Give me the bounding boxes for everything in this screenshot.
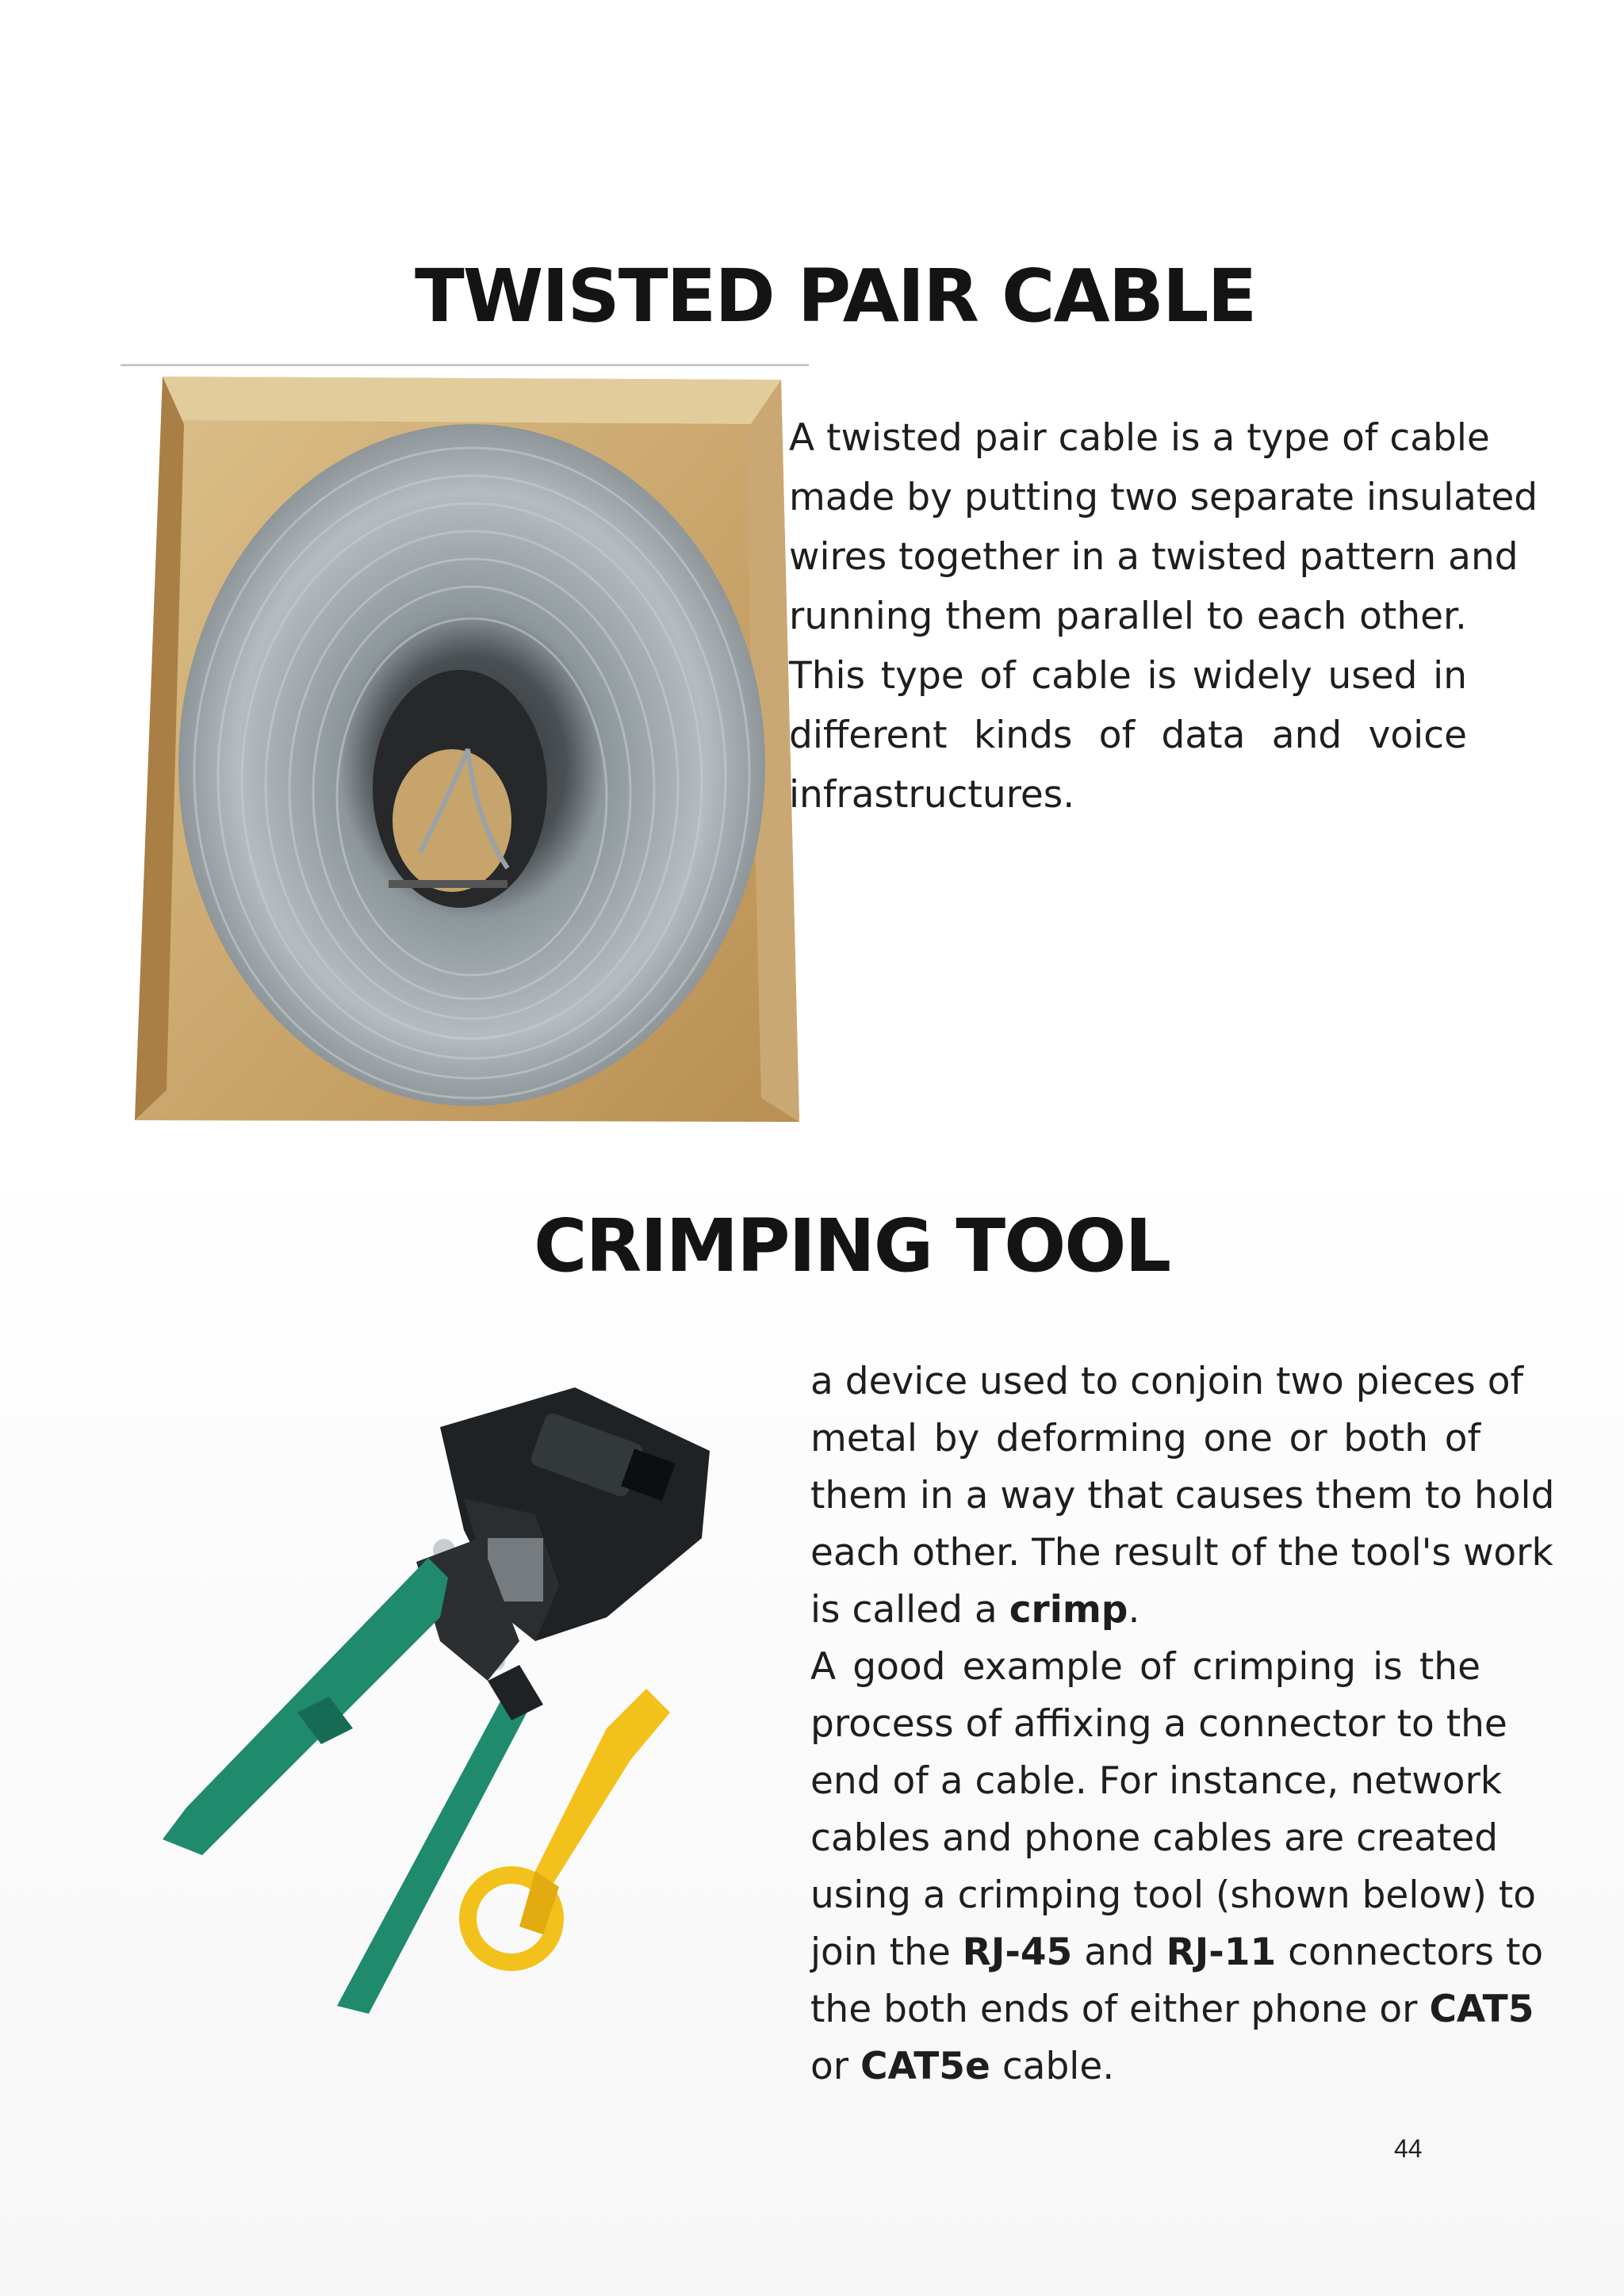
text-line: running them parallel to each other. — [789, 595, 1467, 638]
text-line: wires together in a twisted pattern and — [789, 535, 1519, 579]
text-line: different kinds of data and voice — [789, 714, 1467, 757]
text-line: This type of cable is widely used in — [789, 654, 1467, 698]
text-line: using a crimping tool (shown below) to — [810, 1873, 1537, 1917]
bold-term: RJ-45 — [962, 1931, 1073, 1974]
page-number: 44 — [1394, 2134, 1423, 2163]
text-line: process of affixing a connector to the — [810, 1702, 1507, 1746]
text-line: each other. The result of the tool's work — [810, 1531, 1553, 1575]
section-title-crimping-tool: CRIMPING TOOL — [534, 1203, 1170, 1288]
text-line: infrastructures. — [789, 773, 1075, 817]
crimping-tool-photo — [163, 1380, 749, 2030]
bold-term: crimp — [1009, 1588, 1128, 1632]
text-line: or CAT5e cable. — [810, 2045, 1115, 2088]
title-underline-rule — [121, 364, 809, 366]
bold-term: CAT5 — [1429, 1988, 1534, 2031]
bold-term: RJ-11 — [1166, 1931, 1277, 1974]
crimping-tool-description — [810, 1353, 1555, 2095]
text-line: metal by deforming one or both of — [810, 1417, 1480, 1460]
text-line: made by putting two separate insulated — [789, 476, 1538, 519]
text-line: A good example of crimping is the — [810, 1645, 1480, 1689]
text-line: join the RJ-45 and RJ-11 connectors to — [810, 1931, 1544, 1974]
bold-term: CAT5e — [860, 2045, 990, 2088]
twisted-pair-description — [789, 408, 1538, 825]
twisted-pair-cable-photo — [135, 377, 799, 1126]
text-line: the both ends of either phone or CAT5 — [810, 1988, 1534, 2031]
text-line: a device used to conjoin two pieces of — [810, 1360, 1523, 1403]
section-title-twisted-pair: TWISTED PAIR CABLE — [415, 254, 1256, 339]
text-line: end of a cable. For instance, network — [810, 1759, 1503, 1803]
text-line: A twisted pair cable is a type of cable — [789, 416, 1490, 460]
text-line: them in a way that causes them to hold — [810, 1474, 1555, 1517]
text-line: is called a crimp. — [810, 1588, 1140, 1632]
text-line: cables and phone cables are created — [810, 1816, 1499, 1860]
